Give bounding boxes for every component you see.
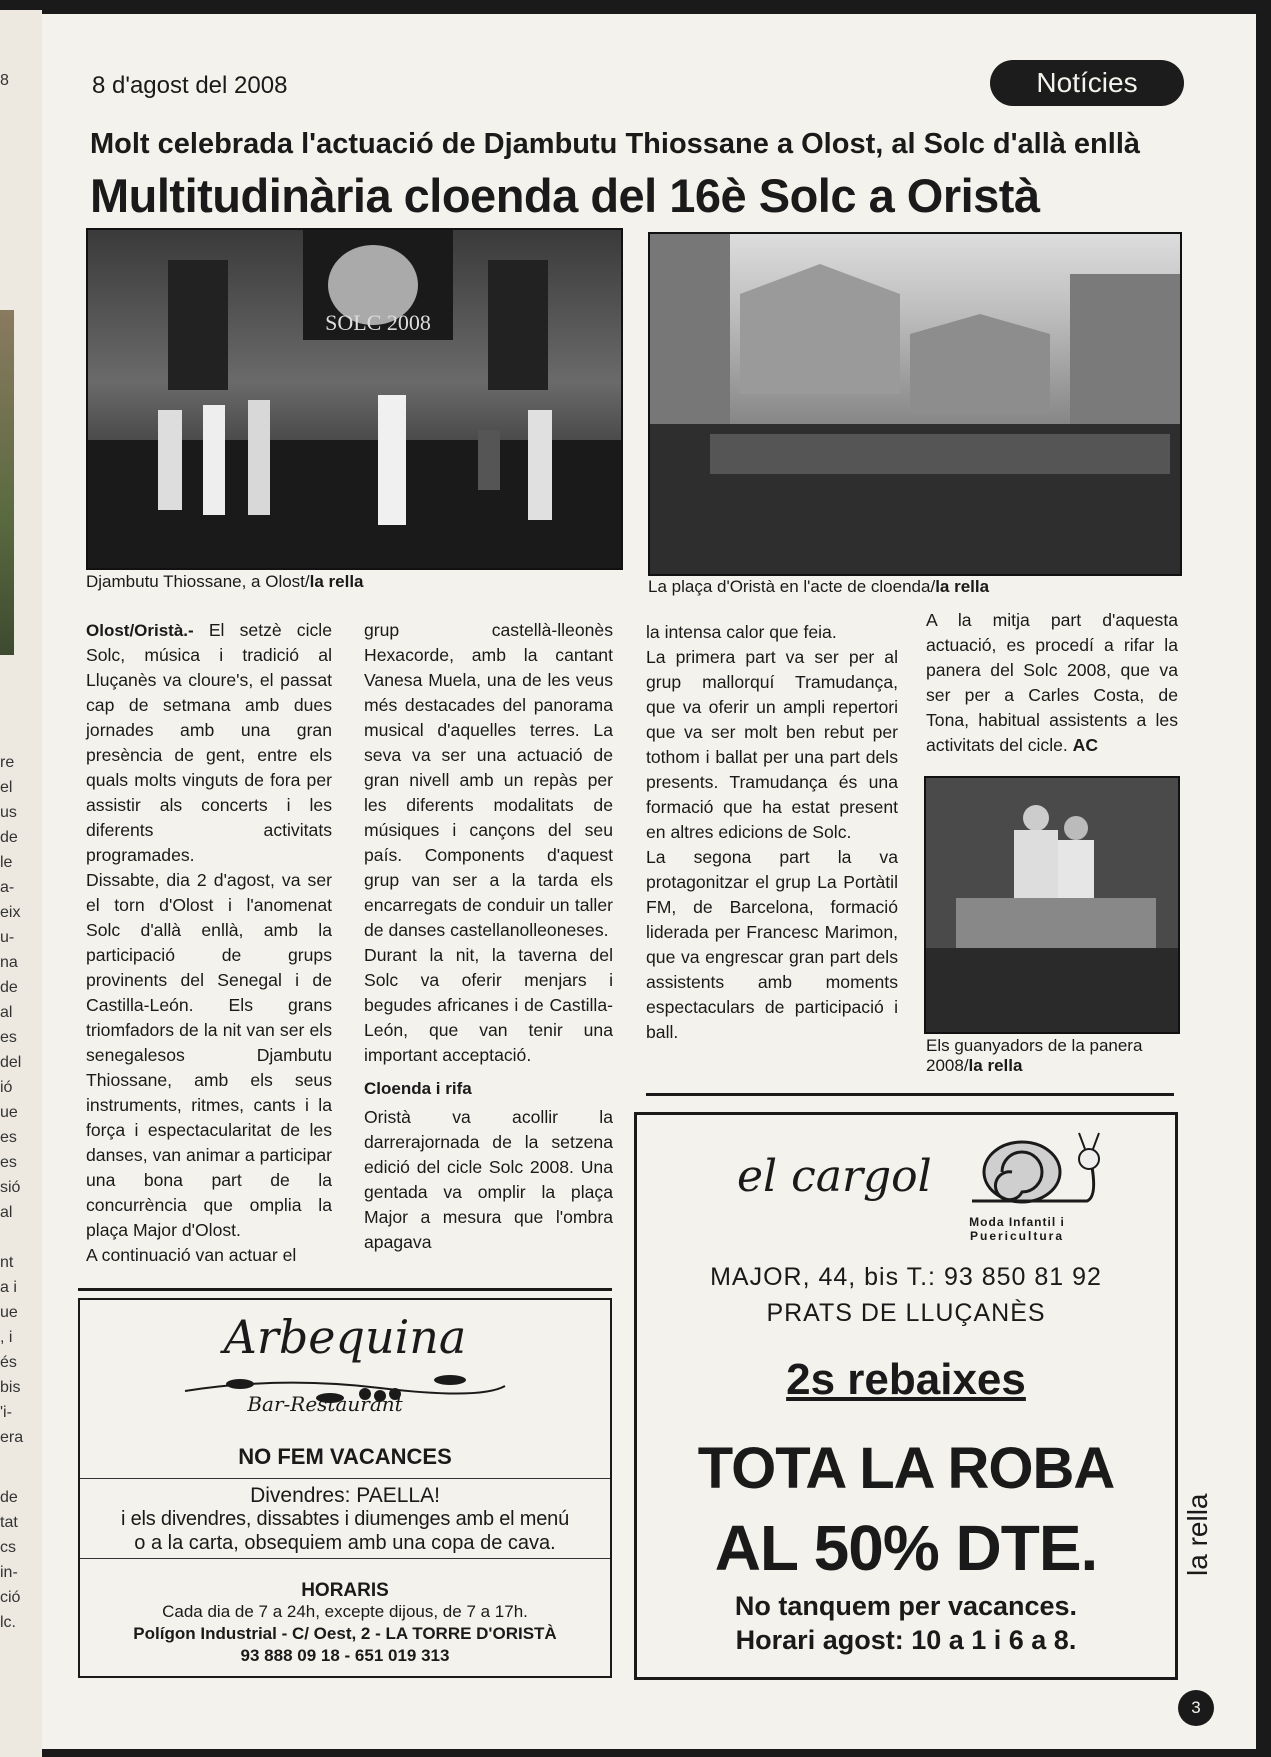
edge-text: de	[0, 1489, 18, 1506]
no-vacances: NO FEM VACANCES	[238, 1444, 452, 1469]
cargol-note2: Horari agost: 10 a 1 i 6 a 8.	[735, 1625, 1077, 1655]
edge-text: le	[0, 854, 13, 871]
edge-text: de	[0, 829, 18, 846]
concert-illustration	[88, 230, 621, 568]
menu-line: i els divendres, dissabtes i diumenges amb el menú	[120, 1508, 570, 1530]
edge-text: 8	[0, 72, 9, 89]
paragraph: grup castellà-lleonès Hexacorde, amb la cantant Vanesa Muela, una de les veus més destacades del panorama musical d'aquelles terres. La seva va ser una actuació de gran nivell amb un repàs per les diferents modalitats de músiques i cançons del seu país. Components d'aquest grup van ser a la tarda els encarregats de conduir un taller de danses castellanolleoneses.	[364, 620, 613, 940]
arbequina-address: Polígon Industrial - C/ Oest, 2 - LA TORRE D'ORISTÀ	[133, 1624, 557, 1643]
author-initials: AC	[1072, 735, 1099, 755]
sale-line2: AL 50% DTE.	[714, 1512, 1098, 1584]
cargol-note1: No tanquem per vacances.	[734, 1591, 1078, 1621]
edge-text: nt	[0, 1254, 14, 1271]
edge-text: lc.	[0, 1614, 16, 1631]
article-column-3	[646, 620, 898, 1045]
dateline: Olost/Oristà.-	[86, 621, 194, 640]
photo1-caption: Djambutu Thiossane, a Olost/la rella	[86, 572, 364, 591]
horaris-title: HORARIS	[301, 1580, 389, 1601]
paragraph: Dissabte, dia 2 d'agost, va ser el torn d'Olost i l'anomenat Solc d'allà enllà, amb la participació de grups provinents del Senegal i de Castilla-León. Els grans triomfadors de la nit van ser els senegalesos Djambutu Thiossane, amb els seus instruments, ritmes, cants i la força i espectacularitat de les danses, van animar a participar una bona part de la concurrència que omplia la plaça Major d'Olost.	[86, 870, 332, 1240]
banner-text: SOLC 2008	[325, 310, 431, 335]
edge-text: in-	[0, 1564, 18, 1581]
cargol-logo: el cargol	[737, 1151, 932, 1202]
arbequina-ad	[78, 1298, 612, 1678]
facing-page-edge	[0, 10, 42, 1757]
edge-text: de	[0, 979, 18, 996]
article-kicker: Molt celebrada l'actuació de Djambutu Thiossane a Olost, al Solc d'allà enllà	[90, 128, 1141, 160]
arbequina-phones: 93 888 09 18 - 651 019 313	[240, 1646, 450, 1665]
photo2-caption: La plaça d'Oristà en l'acte de cloenda/la rella	[648, 577, 990, 596]
cargol-tagline1: Moda Infantil i	[969, 1215, 1065, 1229]
edge-text: cs	[0, 1539, 16, 1556]
horaris-text: Cada dia de 7 a 24h, excepte dijous, de 7 a 17h.	[162, 1602, 528, 1621]
divider	[78, 1288, 612, 1291]
paragraph: la intensa calor que feia.	[646, 622, 837, 642]
cargol-address: MAJOR, 44, bis T.: 93 850 81 92	[710, 1263, 1102, 1291]
edge-text: us	[0, 804, 17, 821]
edge-text: tat	[0, 1514, 18, 1531]
article-column-2	[364, 618, 613, 1255]
edge-text: ió	[0, 1079, 13, 1096]
edge-text: na	[0, 954, 18, 971]
subheading: Cloenda i rifa	[364, 1079, 472, 1098]
winners-photo	[924, 776, 1180, 1034]
edge-text: ue	[0, 1104, 18, 1121]
arbequina-type: Bar-Restaurant	[247, 1392, 403, 1416]
edge-text: bis	[0, 1379, 21, 1396]
edge-text: era	[0, 1429, 24, 1446]
edge-text: a i	[0, 1279, 17, 1296]
cava-line: o a la carta, obsequiem amb una copa de cava.	[134, 1532, 556, 1554]
paragraph: Durant la nit, la taverna del Solc va oferir menjars i begudes africanes i de Castilla-León, que van tenir una important acceptació.	[364, 945, 613, 1065]
edge-text: , i	[0, 1329, 13, 1346]
concert-photo	[86, 228, 623, 570]
paella-line: Divendres: PAELLA!	[250, 1484, 440, 1507]
paragraph: La segona part la va protagonitzar el grup La Portàtil FM, de Barcelona, formació liderada per Francesc Marimon, que va engrescar gran part dels assistents amb moments espectaculars de participació i ball.	[646, 847, 898, 1042]
edge-text: 'i-	[0, 1404, 12, 1421]
section-badge: Notícies	[990, 60, 1184, 106]
edge-text: es	[0, 1154, 17, 1171]
paragraph: A continuació van actuar el	[86, 1245, 297, 1265]
cargol-tagline2: Puericultura	[969, 1229, 1065, 1243]
edge-text: al	[0, 1004, 13, 1021]
edge-text: ció	[0, 1589, 21, 1606]
edge-text: ue	[0, 1304, 18, 1321]
edge-text: re	[0, 754, 15, 771]
cargol-town: PRATS DE LLUÇANÈS	[766, 1299, 1046, 1327]
divider	[646, 1093, 1174, 1096]
page-number: 3	[1178, 1690, 1214, 1726]
cargol-ad	[634, 1112, 1178, 1680]
edge-text: a-	[0, 879, 15, 896]
edge-text: el	[0, 779, 13, 796]
facing-page-photo	[0, 310, 14, 655]
sale-line1: TOTA LA ROBA	[697, 1436, 1115, 1501]
plaza-photo	[648, 232, 1182, 576]
article-column-1	[86, 618, 332, 1268]
sale-title: 2s rebaixes	[786, 1355, 1026, 1404]
edge-text: és	[0, 1354, 17, 1371]
winners-illustration	[926, 778, 1178, 1032]
edge-text: al	[0, 1204, 13, 1221]
paragraph: A la mitja part d'aquesta actuació, es procedí a rifar la panera del Solc 2008, que va ser per a Carles Costa, de Tona, habitual assistents a les activitats del cicle.	[926, 610, 1178, 755]
edge-text: del	[0, 1054, 22, 1071]
paragraph: La primera part va ser per al grup mallorquí Tramudança, que va oferir un ampli repertori que va ser molt ben rebut per tothom i ballat per una part dels presents. Tramudança és una formació que ha estat present en altres edicions de Solc.	[646, 647, 898, 842]
publication-name: la rella	[1182, 1493, 1213, 1576]
article-column-4	[926, 608, 1178, 758]
paragraph: Oristà va acollir la darrerajornada de la setzena edició del cicle Solc 2008. Una gentada va omplir la plaça Major a mesura que l'ombra apagava	[364, 1107, 613, 1252]
photo3-caption: Els guanyadors de la panera 2008/la rella	[926, 1036, 1143, 1075]
snail-icon	[967, 1127, 1107, 1207]
arbequina-logo: Arbequina	[223, 1310, 467, 1364]
issue-date: 8 d'agost del 2008	[92, 72, 288, 99]
paragraph: El setzè cicle Solc, música i tradició al Lluçanès va cloure's, el passat cap de setmana amb dues jornades amb una gran presència de gent, entre els quals molts vinguts de fora per assistir als concerts i les diferents activitats programades.	[86, 620, 332, 865]
edge-text: es	[0, 1129, 17, 1146]
article-headline: Multitudinària cloenda del 16è Solc a Oristà	[90, 169, 1040, 222]
edge-text: es	[0, 1029, 17, 1046]
edge-text: sió	[0, 1179, 21, 1196]
plaza-illustration	[650, 234, 1180, 574]
edge-text: u-	[0, 929, 15, 946]
edge-text: eix	[0, 904, 21, 921]
